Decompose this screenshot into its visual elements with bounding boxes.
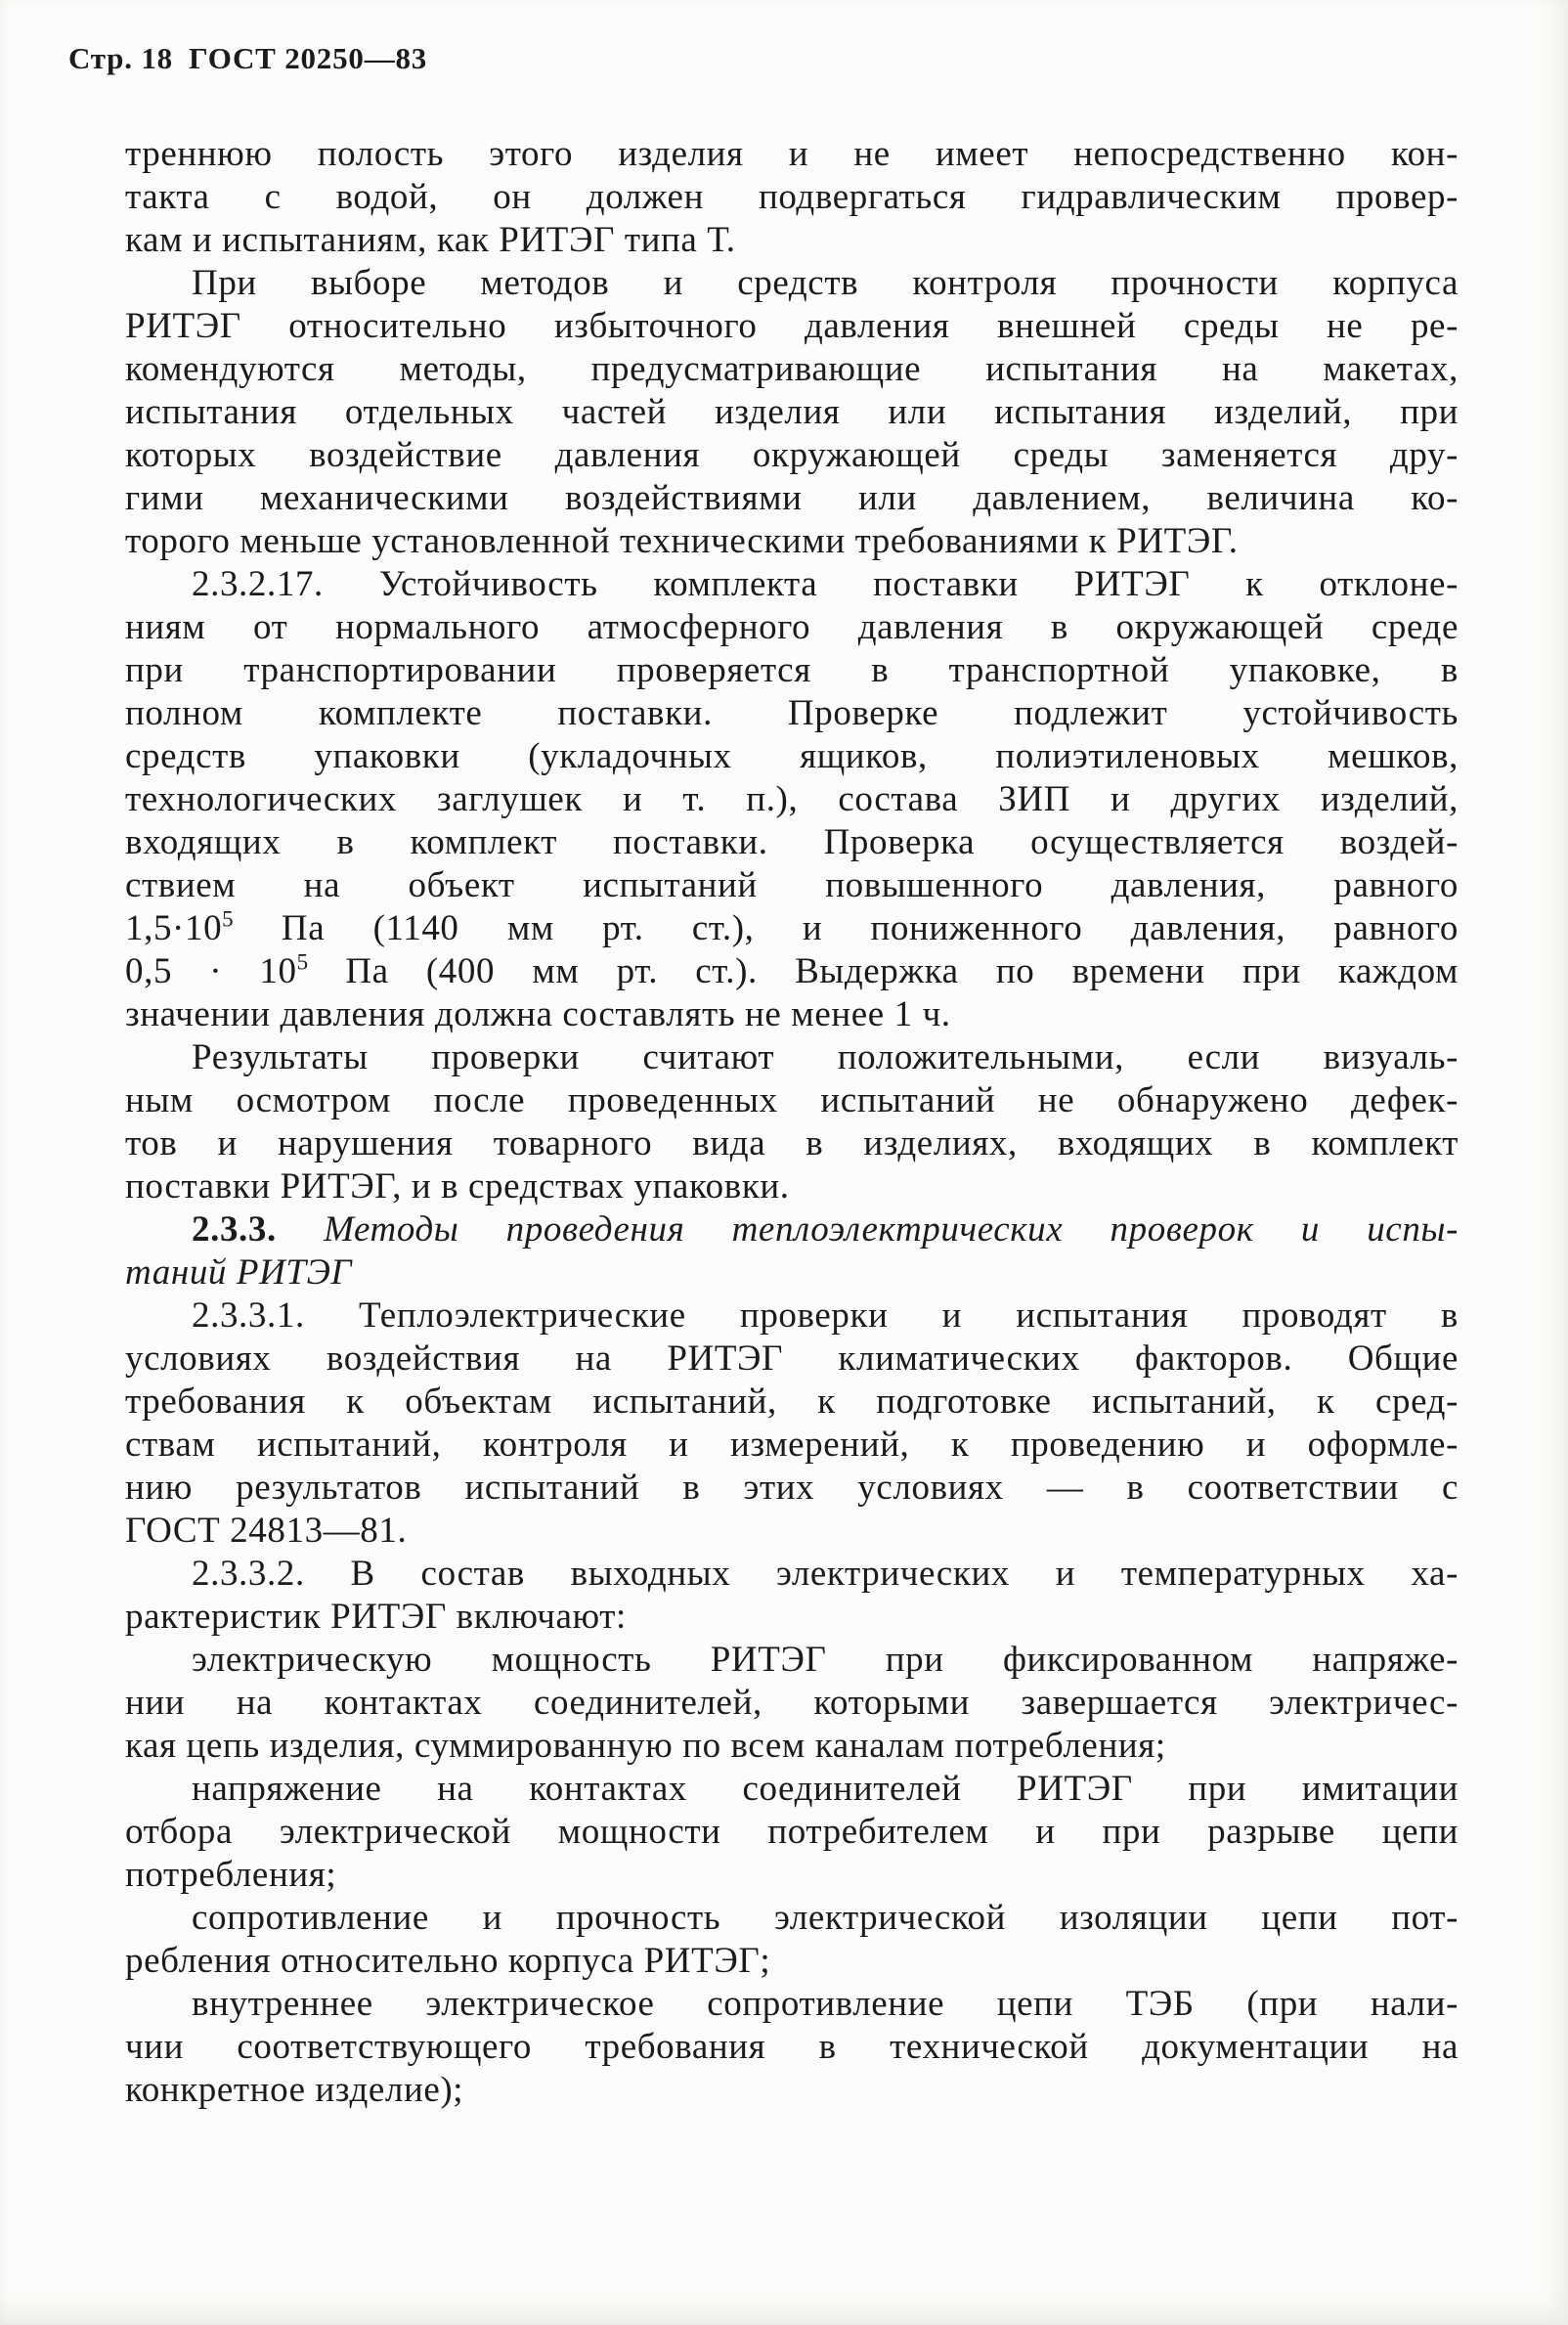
text-line [125,520,1459,563]
text-line [125,821,1459,864]
text-line [125,1596,1459,1639]
text-line [125,1294,1459,1338]
text-run: ГОСТ 24813—81. [125,1511,408,1551]
document-body [125,133,1459,2112]
text-run: при транспортировании проверяется в транспортной упаковке, в [125,650,1459,690]
text-run: сопротивление и прочность электрической изоляции цепи пот- [192,1898,1459,1938]
text-line [125,391,1459,434]
text-line [125,1940,1459,1983]
text-run: торого меньше установленной техническими требованиями к РИТЭГ. [125,521,1239,561]
standard-number: ГОСТ 20250—83 [188,41,428,75]
text-line [125,1424,1459,1467]
text-run: таний РИТЭГ [125,1252,353,1293]
text-run: комендуются методы, предусматривающие испытания на макетах, [125,349,1459,389]
text-run: входящих в комплект поставки. Проверка осуществляется воздей- [125,822,1459,862]
text-line [125,2026,1459,2069]
text-run: тов и нарушения товарного вида в изделиях, входящих в комплект [125,1123,1459,1163]
text-run: треннюю полость этого изделия и не имеет непосредственно кон- [125,134,1459,174]
text-run: 0,5 · 10 [125,951,297,991]
text-line [125,563,1459,606]
text-run: требования к объектам испытаний, к подготовке испытаний, к сред- [125,1382,1459,1422]
text-run: кам и испытаниям, как РИТЭГ типа Т. [125,220,736,260]
text-line [125,1510,1459,1553]
text-run: При выборе методов и средств контроля прочности корпуса [192,263,1459,303]
text-run: напряжение на контактах соединителей РИТЭГ при имитации [192,1769,1459,1809]
page-header [68,41,1568,76]
text-run: которых воздействие давления окружающей среды заменяется дру- [125,435,1459,475]
text-run: ребления относительно корпуса РИТЭГ; [125,1941,771,1981]
text-run: ствием на объект испытаний повышенного давления, равного [125,865,1459,905]
text-line [125,133,1459,176]
text-run: условиях воздействия на РИТЭГ климатических факторов. Общие [125,1338,1459,1379]
text-run: 5 [296,949,309,975]
paragraph [125,1983,1459,2112]
paragraph [125,1897,1459,1983]
text-run: РИТЭГ относительно избыточного давления внешней среды не ре- [125,306,1459,346]
text-line [125,1036,1459,1079]
text-line [125,1897,1459,1940]
text-line [125,1208,1459,1251]
text-line [125,262,1459,305]
text-line [125,1725,1459,1768]
text-line [125,477,1459,520]
text-run: электрическую мощность РИТЭГ при фиксированном напряже- [192,1640,1459,1680]
text-line [125,692,1459,735]
text-line [125,1467,1459,1510]
text-run: нии на контактах соединителей, которыми завершается электричес- [125,1683,1459,1723]
text-run: рактеристик РИТЭГ включают: [125,1597,627,1637]
text-run: конкретное изделие); [125,2070,464,2110]
text-run: 1,5·10 [125,908,223,948]
text-run: ниям от нормального атмосферного давления в окружающей среде [125,607,1459,647]
text-run: 2.3.2.17. Устойчивость комплекта поставки РИТЭГ к отклоне- [192,564,1459,604]
text-line [125,348,1459,391]
text-run: Методы проведения теплоэлектрических проверок и испы- [324,1209,1459,1250]
text-run: гими механическими воздействиями или давлением, величина ко- [125,478,1459,518]
text-line [125,606,1459,649]
text-line [125,2069,1459,2112]
text-run: ствам испытаний, контроля и измерений, к проведению и оформле- [125,1425,1459,1465]
text-run: 2.3.3.2. В состав выходных электрических и температурных ха- [192,1554,1459,1594]
text-line [125,907,1459,950]
paragraph [125,563,1459,1036]
paragraph [125,133,1459,262]
text-run: 5 [222,906,234,932]
paragraph [125,1768,1459,1897]
text-line [125,1768,1459,1811]
text-run: кая цепь изделия, суммированную по всем каналам потребления; [125,1726,1166,1766]
text-run: потребления; [125,1855,337,1895]
text-run: поставки РИТЭГ, и в средствах упаковки. [125,1166,790,1206]
text-run: технологических заглушек и т. п.), состава ЗИП и других изделий, [125,779,1459,819]
text-run: 2.3.3. [192,1209,325,1250]
paragraph [125,1639,1459,1768]
text-line [125,1639,1459,1682]
text-line [125,219,1459,262]
text-run: ным осмотром после проведенных испытаний не обнаружено дефек- [125,1080,1459,1120]
text-line [125,778,1459,821]
text-run: нию результатов испытаний в этих условиях — в соответствии с [125,1468,1459,1508]
text-line [125,1079,1459,1122]
text-run: Результаты проверки считают положительными, если визуаль- [192,1037,1459,1077]
text-line [125,1682,1459,1725]
text-line [125,649,1459,692]
text-line [125,1338,1459,1381]
text-line [125,950,1459,993]
paragraph [125,1294,1459,1553]
text-line [125,1553,1459,1596]
text-run: Па (1140 мм рт. ст.), и пониженного давления, равного [233,908,1459,948]
paragraph [125,1036,1459,1208]
text-run: полном комплекте поставки. Проверке подлежит устойчивость [125,693,1459,733]
text-run: значении давления должна составлять не менее 1 ч. [125,994,951,1034]
paragraph [125,262,1459,563]
paragraph [125,1553,1459,1639]
text-line [125,1381,1459,1424]
text-run: испытания отдельных частей изделия или испытания изделий, при [125,392,1459,432]
text-line [125,993,1459,1036]
text-run: 2.3.3.1. Теплоэлектрические проверки и испытания проводят в [192,1295,1459,1336]
text-line [125,735,1459,778]
text-line [125,1983,1459,2026]
text-run: внутреннее электрическое сопротивление цепи ТЭБ (при нали- [192,1984,1459,2024]
text-run: Па (400 мм рт. ст.). Выдержка по времени при каждом [308,951,1459,991]
text-line [125,1122,1459,1165]
page-number: Стр. 18 [68,41,173,75]
text-run: средств упаковки (укладочных ящиков, полиэтиленовых мешков, [125,736,1459,776]
text-line [125,1165,1459,1208]
text-run: отбора электрической мощности потребителем и при разрыве цепи [125,1812,1459,1852]
paragraph [125,1208,1459,1294]
text-run: чии соответствующего требования в технической документации на [125,2027,1459,2067]
text-run: такта с водой, он должен подвергаться гидравлическим провер- [125,177,1459,217]
text-line [125,176,1459,219]
text-line [125,864,1459,907]
text-line [125,305,1459,348]
text-line [125,1854,1459,1897]
text-line [125,434,1459,477]
text-line [125,1251,1459,1294]
text-line [125,1811,1459,1854]
